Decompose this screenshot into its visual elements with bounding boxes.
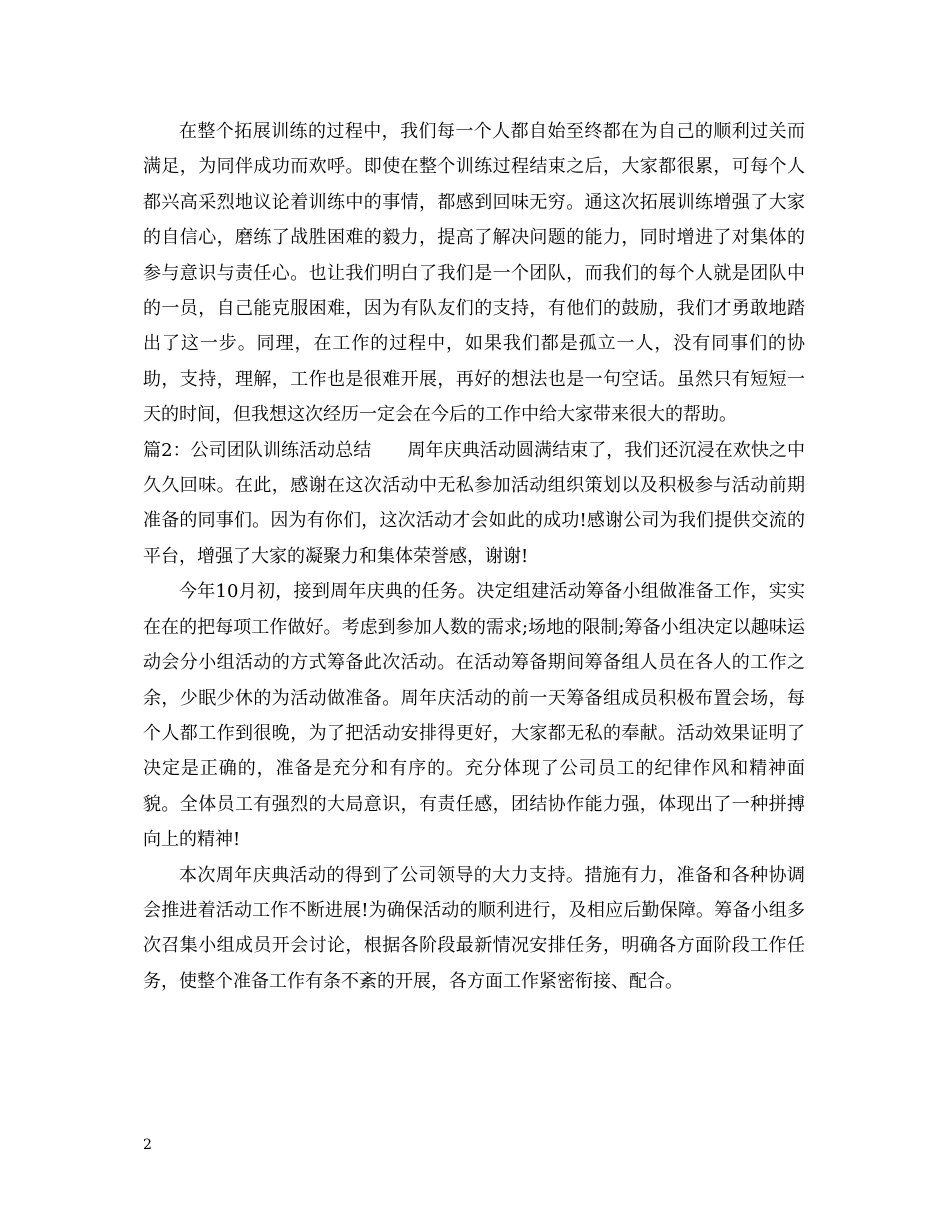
page-number: 2 — [143, 1137, 152, 1153]
paragraph-1: 在整个拓展训练的过程中，我们每一个人都自始至终都在为自己的顺利过关而满足，为同伴成功而欢呼。即使在整个训练过程结束之后，大家都很累，可每个人都兴高采烈地议论着训练中的事情，都感到回味无穷。通这次拓展训练增强了大家的自信心，磨练了战胜困难的毅力，提高了解决问题的能力，同时增进了对集体的参与意识与责任心。也让我们明白了我们是一个团队，而我们的每个人就是团队中的一员，自己能克服困难，因为有队友们的支持，有他们的鼓励，我们才勇敢地踏出了这一步。同理，在工作的过程中，如果我们都是孤立一人，没有同事们的协助，支持，理解，工作也是很难开展，再好的想法也是一句空话。虽然只有短短一天的时间，但我想这次经历一定会在今后的工作中给大家带来很大的帮助。 — [143, 121, 805, 426]
document-body — [143, 114, 805, 999]
paragraph-2: 篇2：公司团队训练活动总结 周年庆典活动圆满结束了，我们还沉浸在欢快之中久久回味。在此，感谢在这次活动中无私参加活动组织策划以及积极参与活动前期准备的同事们。因为有你们，这次活动才会如此的成功!感谢公司为我们提供交流的平台，增强了大家的凝聚力和集体荣誉感，谢谢! — [143, 439, 805, 567]
paragraph-3: 今年10月初，接到周年庆典的任务。决定组建活动筹备小组做准备工作，实实在在的把每项工作做好。考虑到参加人数的需求;场地的限制;筹备小组决定以趣味运动会分小组活动的方式筹备此次活动。在活动筹备期间筹备组人员在各人的工作之余，少眠少休的为活动做准备。周年庆活动的前一天筹备组成员积极布置会场，每个人都工作到很晚，为了把活动安排得更好，大家都无私的奉献。活动效果证明了决定是正确的，准备是充分和有序的。充分体现了公司员工的纪律作风和精神面貌。全体员工有强烈的大局意识，有责任感，团结协作能力强，体现出了一种拼搏向上的精神! — [143, 581, 806, 851]
paragraph-4: 本次周年庆典活动的得到了公司领导的大力支持。措施有力，准备和各种协调会推进着活动工作不断进展!为确保活动的顺利进行，及相应后勤保障。筹备小组多次召集小组成员开会讨论，根据各阶段最新情况安排任务，明确各方面阶段工作任务，使整个准备工作有条不紊的开展，各方面工作紧密衔接、配合。 — [143, 864, 805, 992]
